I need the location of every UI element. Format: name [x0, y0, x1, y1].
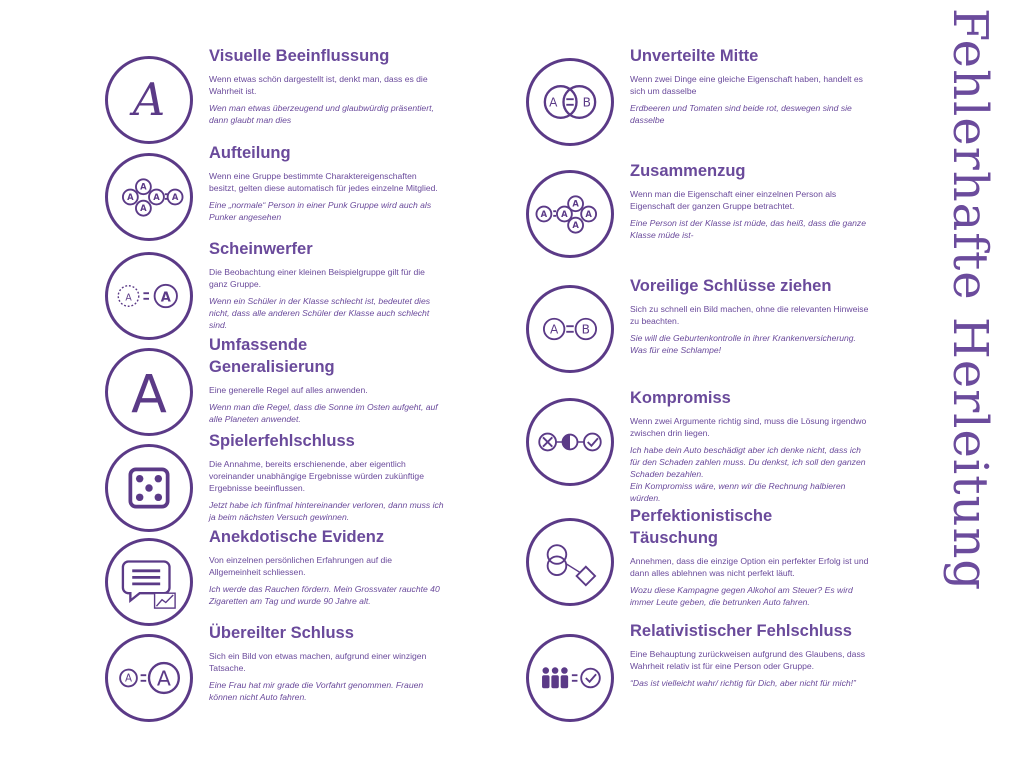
svg-text:A: A: [549, 95, 558, 110]
spotlight-icon: [105, 252, 193, 340]
entry-voreilige-schluesse: [630, 275, 870, 356]
entry-title: Kompromiss: [630, 389, 731, 407]
big-a-icon: [105, 348, 193, 436]
entry-visuelle-beeinflussung: [209, 45, 444, 126]
entry-description: Wenn zwei Argumente richtig sind, muss die Lösung irgendwo zwischen drin liegen.: [630, 416, 867, 438]
svg-text:A: A: [132, 72, 166, 126]
entry-title: Anekdotische Evidenz: [209, 528, 385, 546]
entry-title: Unverteilte Mitte: [630, 47, 759, 65]
venn-icon: [526, 58, 614, 146]
entry-description: Annehmen, dass die einzige Option ein perfekter Erfolg ist und dann alles ablehnen was nicht perfekt läuft.: [630, 556, 869, 578]
svg-text:A: A: [140, 202, 147, 213]
entry-title: Voreilige Schlüsse ziehen: [630, 277, 832, 295]
svg-text:A: A: [171, 191, 179, 202]
entry-perfektionistische-taeuschung: [630, 505, 870, 608]
entry-description: Wenn eine Gruppe bestimmte Charaktereigenschaften besitzt, gelten diese automatisch für jedes einzelne Mitglied.: [209, 171, 438, 193]
entry-description: Die Annahme, bereits erschienende, aber eigentlich voreinander unabhängige Ergebnisse würden zukünftige Ergebnisse beeinflussen.: [209, 459, 424, 493]
svg-text:A: A: [124, 672, 133, 685]
group-equals-individual-icon: [105, 153, 193, 241]
entry-unverteilte-mitte: [630, 45, 870, 126]
entry-spielerfehlschluss: [209, 430, 444, 523]
entry-description: Von einzelnen persönlichen Erfahrungen auf die Allgemeinheit schliessen.: [209, 555, 392, 577]
svg-text:A: A: [572, 219, 579, 230]
entry-title: Scheinwerfer: [209, 240, 313, 258]
entry-aufteilung: [209, 142, 444, 223]
entry-title: Umfassende Generalisierung: [209, 336, 335, 376]
svg-text:A: A: [540, 208, 548, 219]
individual-equals-group-icon: [526, 170, 614, 258]
svg-text:A: A: [127, 191, 134, 202]
svg-text:A: A: [561, 208, 568, 219]
entry-description: Die Beobachtung einer kleinen Beispielgruppe gilt für die ganz Gruppe.: [209, 267, 425, 289]
compromise-icon: [526, 398, 614, 486]
svg-text:A: A: [550, 322, 559, 337]
entry-description: Sich zu schnell ein Bild machen, ohne die relevanten Hinweise zu beachten.: [630, 304, 869, 326]
entry-example: Erdbeeren und Tomaten sind beide rot, deswegen sind sie dasselbe: [630, 103, 852, 125]
entry-zusammenzug: [630, 160, 870, 241]
svg-text:A: A: [160, 290, 171, 306]
entry-example: Sie will die Geburtenkontrolle in ihrer Krankenversicherung. Was für eine Schlampe!: [630, 333, 856, 355]
entry-scheinwerfer: [209, 238, 444, 331]
entry-example: Wozu diese Kampagne gegen Alkohol am Steuer? Es wird immer Leute geben, die betrunken Auto fahren.: [630, 585, 853, 607]
entry-example: Jetzt habe ich fünfmal hintereinander verloren, dann muss ich ja beim nächsten Versuch gewinnen.: [209, 500, 444, 522]
entry-example: Eine Person ist der Klasse ist müde, das heiß, dass die ganze Klasse müde ist-: [630, 218, 866, 240]
entry-description: Eine Behauptung zurückweisen aufgrund des Glaubens, dass Wahrheit relativ ist für eine Person oder Gruppe.: [630, 649, 866, 671]
small-equals-big-icon: [105, 634, 193, 722]
entry-example: Wenn man die Regel, dass die Sonne im Osten aufgeht, auf alle Planeten anwendet.: [209, 402, 438, 424]
entry-example: Ich habe dein Auto beschädigt aber ich denke nicht, dass ich für den Schaden zahlen muss. Du denkst, ich soll den ganzen Schaden bezahlen. Ein Kompromiss wäre, wenn wir die Rechnung halbieren würden.: [630, 445, 866, 503]
entry-example: “Das ist vielleicht wahr/ richtig für Dich, aber nicht für mich!”: [630, 678, 856, 688]
svg-text:A: A: [125, 292, 132, 304]
page-title: Fehlerhafte Herleitung: [942, 8, 998, 592]
entry-example: Eine Frau hat mir grade die Vorfahrt genommen. Frauen können nicht Auto fahren.: [209, 680, 424, 702]
entry-title: Perfektionistische Täuschung: [630, 507, 773, 547]
shapes-icon: [526, 518, 614, 606]
entry-example: Wenn ein Schüler in der Klasse schlecht ist, bedeutet dies nicht, dass alle anderen Schüler der Klasse auch schlecht sind.: [209, 296, 431, 330]
svg-text:A: A: [585, 208, 592, 219]
entry-title: Visuelle Beeinflussung: [209, 47, 390, 65]
people-check-icon: [526, 634, 614, 722]
entry-description: Wenn man die Eigenschaft einer einzelnen Person als Eigenschaft der ganzen Gruppe betrachtet.: [630, 189, 837, 211]
a-equals-b-icon: [526, 285, 614, 373]
entry-kompromiss: [630, 387, 870, 504]
svg-text:A: A: [156, 666, 171, 691]
entry-description: Sich ein Bild von etwas machen, aufgrund einer winzigen Tatsache.: [209, 651, 427, 673]
entry-title: Aufteilung: [209, 144, 291, 162]
entry-description: Wenn etwas schön dargestellt ist, denkt man, dass es die Wahrheit ist.: [209, 74, 428, 96]
entry-description: Eine generelle Regel auf alles anwenden.: [209, 385, 368, 395]
entry-example: Wen man etwas überzeugend und glaubwürdig präsentiert, dann glaubt man dies: [209, 103, 434, 125]
svg-text:B: B: [582, 95, 591, 110]
entry-uebereilter-schluss: [209, 622, 444, 703]
entry-example: Ich werde das Rauchen fördern. Mein Grossvater rauchte 40 Zigaretten am Tag und wurde 90 Jahre alt.: [209, 584, 440, 606]
svg-text:A: A: [153, 191, 160, 202]
svg-text:B: B: [581, 322, 590, 337]
entry-relativistischer-fehlschluss: [630, 620, 870, 689]
entry-description: Wenn zwei Dinge eine gleiche Eigenschaft haben, handelt es sich um dasselbe: [630, 74, 863, 96]
svg-text:A: A: [140, 181, 147, 192]
entry-title: Übereilter Schluss: [209, 624, 354, 642]
entry-title: Zusammenzug: [630, 162, 746, 180]
entry-anekdotische-evidenz: [209, 526, 444, 607]
dice-icon: [105, 444, 193, 532]
entry-title: Spielerfehlschluss: [209, 432, 355, 450]
entry-title: Relativistischer Fehlschluss: [630, 622, 852, 640]
entry-example: Eine „normale“ Person in einer Punk Gruppe wird auch als Punker angesehen: [209, 200, 432, 222]
svg-text:A: A: [572, 198, 579, 209]
svg-text:A: A: [131, 365, 167, 426]
script-a-icon: [105, 56, 193, 144]
speech-bubble-icon: [105, 538, 193, 626]
entry-umfassende-generalisierung: [209, 334, 444, 425]
